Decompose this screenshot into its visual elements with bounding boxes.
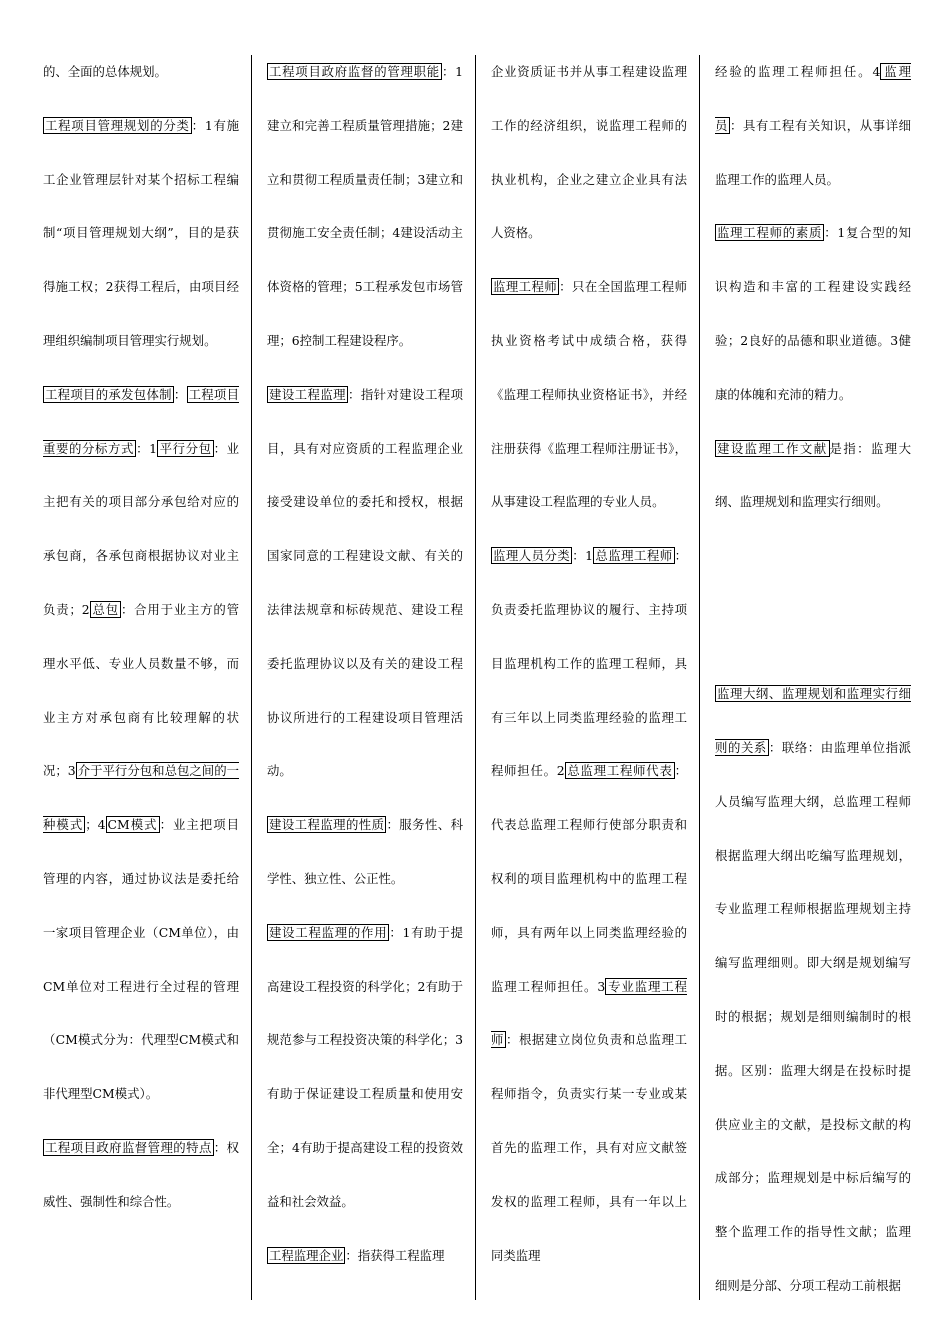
paragraph-text: ：权威性、强制性和综合性。 [43,1139,239,1209]
boxed-term: 平行分包 [158,440,212,456]
paragraph [267,45,463,368]
paragraph-text: ：业主把有关的项目部分承包给对应的承包商，各承包商根据协议对业主负责；2 [43,440,239,617]
column-divider [251,55,252,1300]
paragraph-text: ：合用于业主方的管理水平低、专业人员数量不够，而业主方对承包商有比较理解的状况；3 [43,601,239,779]
paragraph-text: ：具有工程有关知识，从事详细监理工作的监理人员。 [715,117,911,187]
paragraph [267,798,463,906]
paragraph [715,45,911,206]
boxed-term: 建设工程监理的性质 [269,817,385,833]
boxed-term: 总包 [91,601,119,617]
paragraph [43,99,239,368]
boxed-term: 监理人员分类 [493,548,571,564]
paragraph [43,45,239,99]
boxed-term: 建设工程监理的作用 [269,924,388,940]
text-column-1 [43,45,239,1300]
boxed-term: 工程项目的承发包体制 [45,386,172,402]
boxed-term: 工程监理企业 [269,1247,344,1263]
column-divider [699,55,700,1300]
paragraph [715,206,911,421]
boxed-term: 监理员 [715,64,911,133]
paragraph-text: ：1 [572,548,593,564]
text-column-4 [715,45,911,1300]
boxed-term: 建设监理工作文献 [717,440,828,456]
boxed-term: 工程项目重要的分标方式 [43,386,239,456]
paragraph [491,529,687,1282]
paragraph [43,1121,239,1229]
paragraph-text: ：1有助于提高建设工程投资的科学化；2有助于规范参与工程投资决策的科学化；3有助于保证建设工程质量和使用安全；4有助于提高建设工程的投资效益和社会效益。 [267,924,463,1209]
paragraph-text: ：1复合型的知识构造和丰富的工程建设实践经验；2良好的品德和职业道德。3健康的体魄和充沛的精力。 [715,225,911,402]
paragraph [715,667,911,1300]
boxed-term: 监理工程师 [493,279,558,295]
paragraph [491,260,687,529]
paragraph-text: ：只在全国监理工程师执业资格考试中成绩合格，获得《监理工程师执业资格证书》，并经注册获得《监理工程师注册证书》，从事建设工程监理的专业人员。 [491,279,687,510]
paragraph-text: ：联络：由监理单位指派人员编写监理大纲，总监理工程师根据监理大纲出吃编写监理规划，专业监理工程师根据监理规划主持编写监理细则。即大纲是规划编写时的根据；规划是细则编制时的根据。区别：监理大纲是在投标时提供应业主的文献，是投标文献的构成部分；监理规划是中标后编写的整个监理工作的指导性文献；监理细则是分部、分项工程动工前根据 [715,739,911,1293]
paragraph-text: 企业资质证书并从事工程建设监理工作的经济组织，说监理工程师的执业机构，企业之建立企业具有法人资格。 [491,64,687,241]
paragraph-text: ：负责委托监理协议的履行、主持项目监理机构工作的监理工程师，具有三年以上同类监理经验的监理工程师担任。2 [491,548,687,779]
boxed-term: 建设工程监理 [269,386,346,402]
paragraph-text: ：根据建立岗位负责和总监理工程师指令，负责实行某一专业或某首先的监理工作，具有对应文献签发权的监理工程师，具有一年以上同类监理 [491,1032,687,1263]
paragraph-text: ：服务性、科学性、独立性、公正性。 [267,817,463,886]
boxed-term: 总监理工程师代表 [566,763,673,779]
boxed-term: 介于平行分包和总包之间的一种模式 [43,763,239,833]
boxed-term: 监理大纲、监理规划和监理实行细则的关系 [715,686,911,755]
paragraph-text: ：指针对建设工程项目，具有对应资质的工程监理企业接受建设单位的委托和授权，根据国家同意的工程建设文献、有关的法律法规章和标砖规范、建设工程委托监理协议以及有关的建设工程协议所进行的工程建设项目管理活动。 [267,386,463,779]
paragraph-text: ：1有施工企业管理层针对某个招标工程编制“项目管理规划大纲”，目的是获得施工权；2获得工程后，由项目经理组织编制项目管理实行规划。 [43,117,239,348]
boxed-term: 工程项目管理规划的分类 [45,117,190,133]
paragraph-text: ：1 [136,440,157,456]
paragraph-text: ：代表总监理工程师行使部分职责和权利的项目监理机构中的监理工程师，具有两年以上同类监理经验的监理工程师担任。3 [491,763,687,994]
paragraph-text: 是指：监理大纲、监理规划和监理实行细则。 [715,440,911,510]
text-column-3 [491,45,687,1300]
paragraph-text: ：1建立和完善工程质量管理措施；2建立和贯彻工程质量责任制；3建立和贯彻施工安全责任制；4建设活动主体资格的管理；5工程承发包市场管理；6控制工程建设程序。 [267,64,463,348]
blank-space [715,529,911,667]
paragraph-text: ；4 [85,817,106,833]
paragraph [267,1229,463,1283]
boxed-term: CM模式 [107,817,158,833]
paragraph-text: 经验的监理工程师担任。4 [715,64,881,79]
boxed-term: 工程项目政府监督管理的特点 [45,1139,212,1155]
boxed-term: 专业监理工程师 [491,978,687,1048]
paragraph-text: ： [173,386,187,402]
paragraph [491,45,687,260]
paragraph [43,368,239,1121]
boxed-term: 工程项目政府监督的管理职能 [269,64,440,79]
boxed-term: 总监理工程师 [594,548,673,564]
paragraph [267,906,463,1229]
paragraph [267,368,463,798]
paragraph-text: 的、全面的总体规划。 [43,64,167,79]
paragraph-text: ：业主把项目管理的内容，通过协议法是委托给一家项目管理企业（CM单位），由CM单位对工程进行全过程的管理（CM模式分为：代理型CM模式和非代理型CM模式）。 [43,817,239,1102]
paragraph [715,422,911,530]
paragraph-text: ：指获得工程监理 [345,1247,445,1263]
text-column-2 [267,45,463,1300]
column-divider [475,55,476,1300]
boxed-term: 监理工程师的素质 [717,225,823,241]
